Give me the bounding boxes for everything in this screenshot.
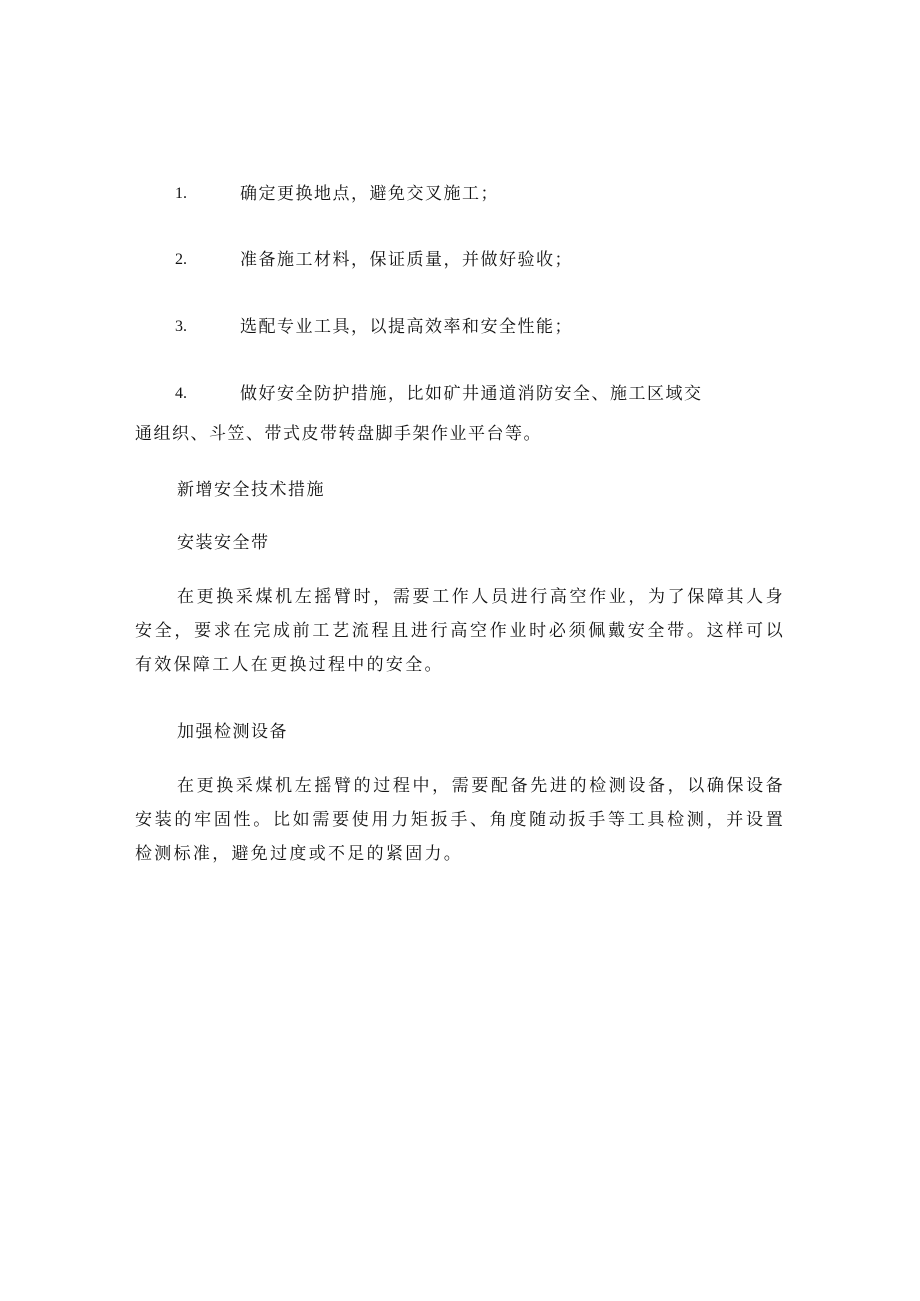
list-text: 准备施工材料，保证质量，并做好验收； <box>240 250 573 270</box>
list-text: 确定更换地点，避免交叉施工； <box>240 184 499 204</box>
subsection-title-safety-belt: 安装安全带 <box>177 533 270 553</box>
paragraph-inspection: 在更换采煤机左摇臂的过程中，需要配备先进的检测设备，以确保设备安装的牢固性。比如需要使用力矩扳手、角度随动扳手等工具检测，并设置检测标准，避免过度或不足的紧固力。 <box>135 776 785 864</box>
subsection-title-inspection: 加强检测设备 <box>177 722 288 742</box>
list-number: 3. <box>175 318 187 335</box>
list-number: 4. <box>175 385 187 402</box>
list-number: 2. <box>175 251 187 268</box>
list-number: 1. <box>175 185 187 202</box>
paragraph-safety-belt: 在更换采煤机左摇臂时，需要工作人员进行高空作业，为了保障其人身安全，要求在完成前工艺流程且进行高空作业时必须佩戴安全带。这样可以有效保障工人在更换过程中的安全。 <box>135 587 785 675</box>
section-title: 新增安全技术措施 <box>177 480 325 500</box>
list-text: 选配专业工具，以提高效率和安全性能； <box>240 317 573 337</box>
list-text-continuation: 通组织、斗笠、带式皮带转盘脚手架作业平台等。 <box>135 424 542 444</box>
list-text: 做好安全防护措施，比如矿井通道消防安全、施工区域交 <box>240 384 703 404</box>
